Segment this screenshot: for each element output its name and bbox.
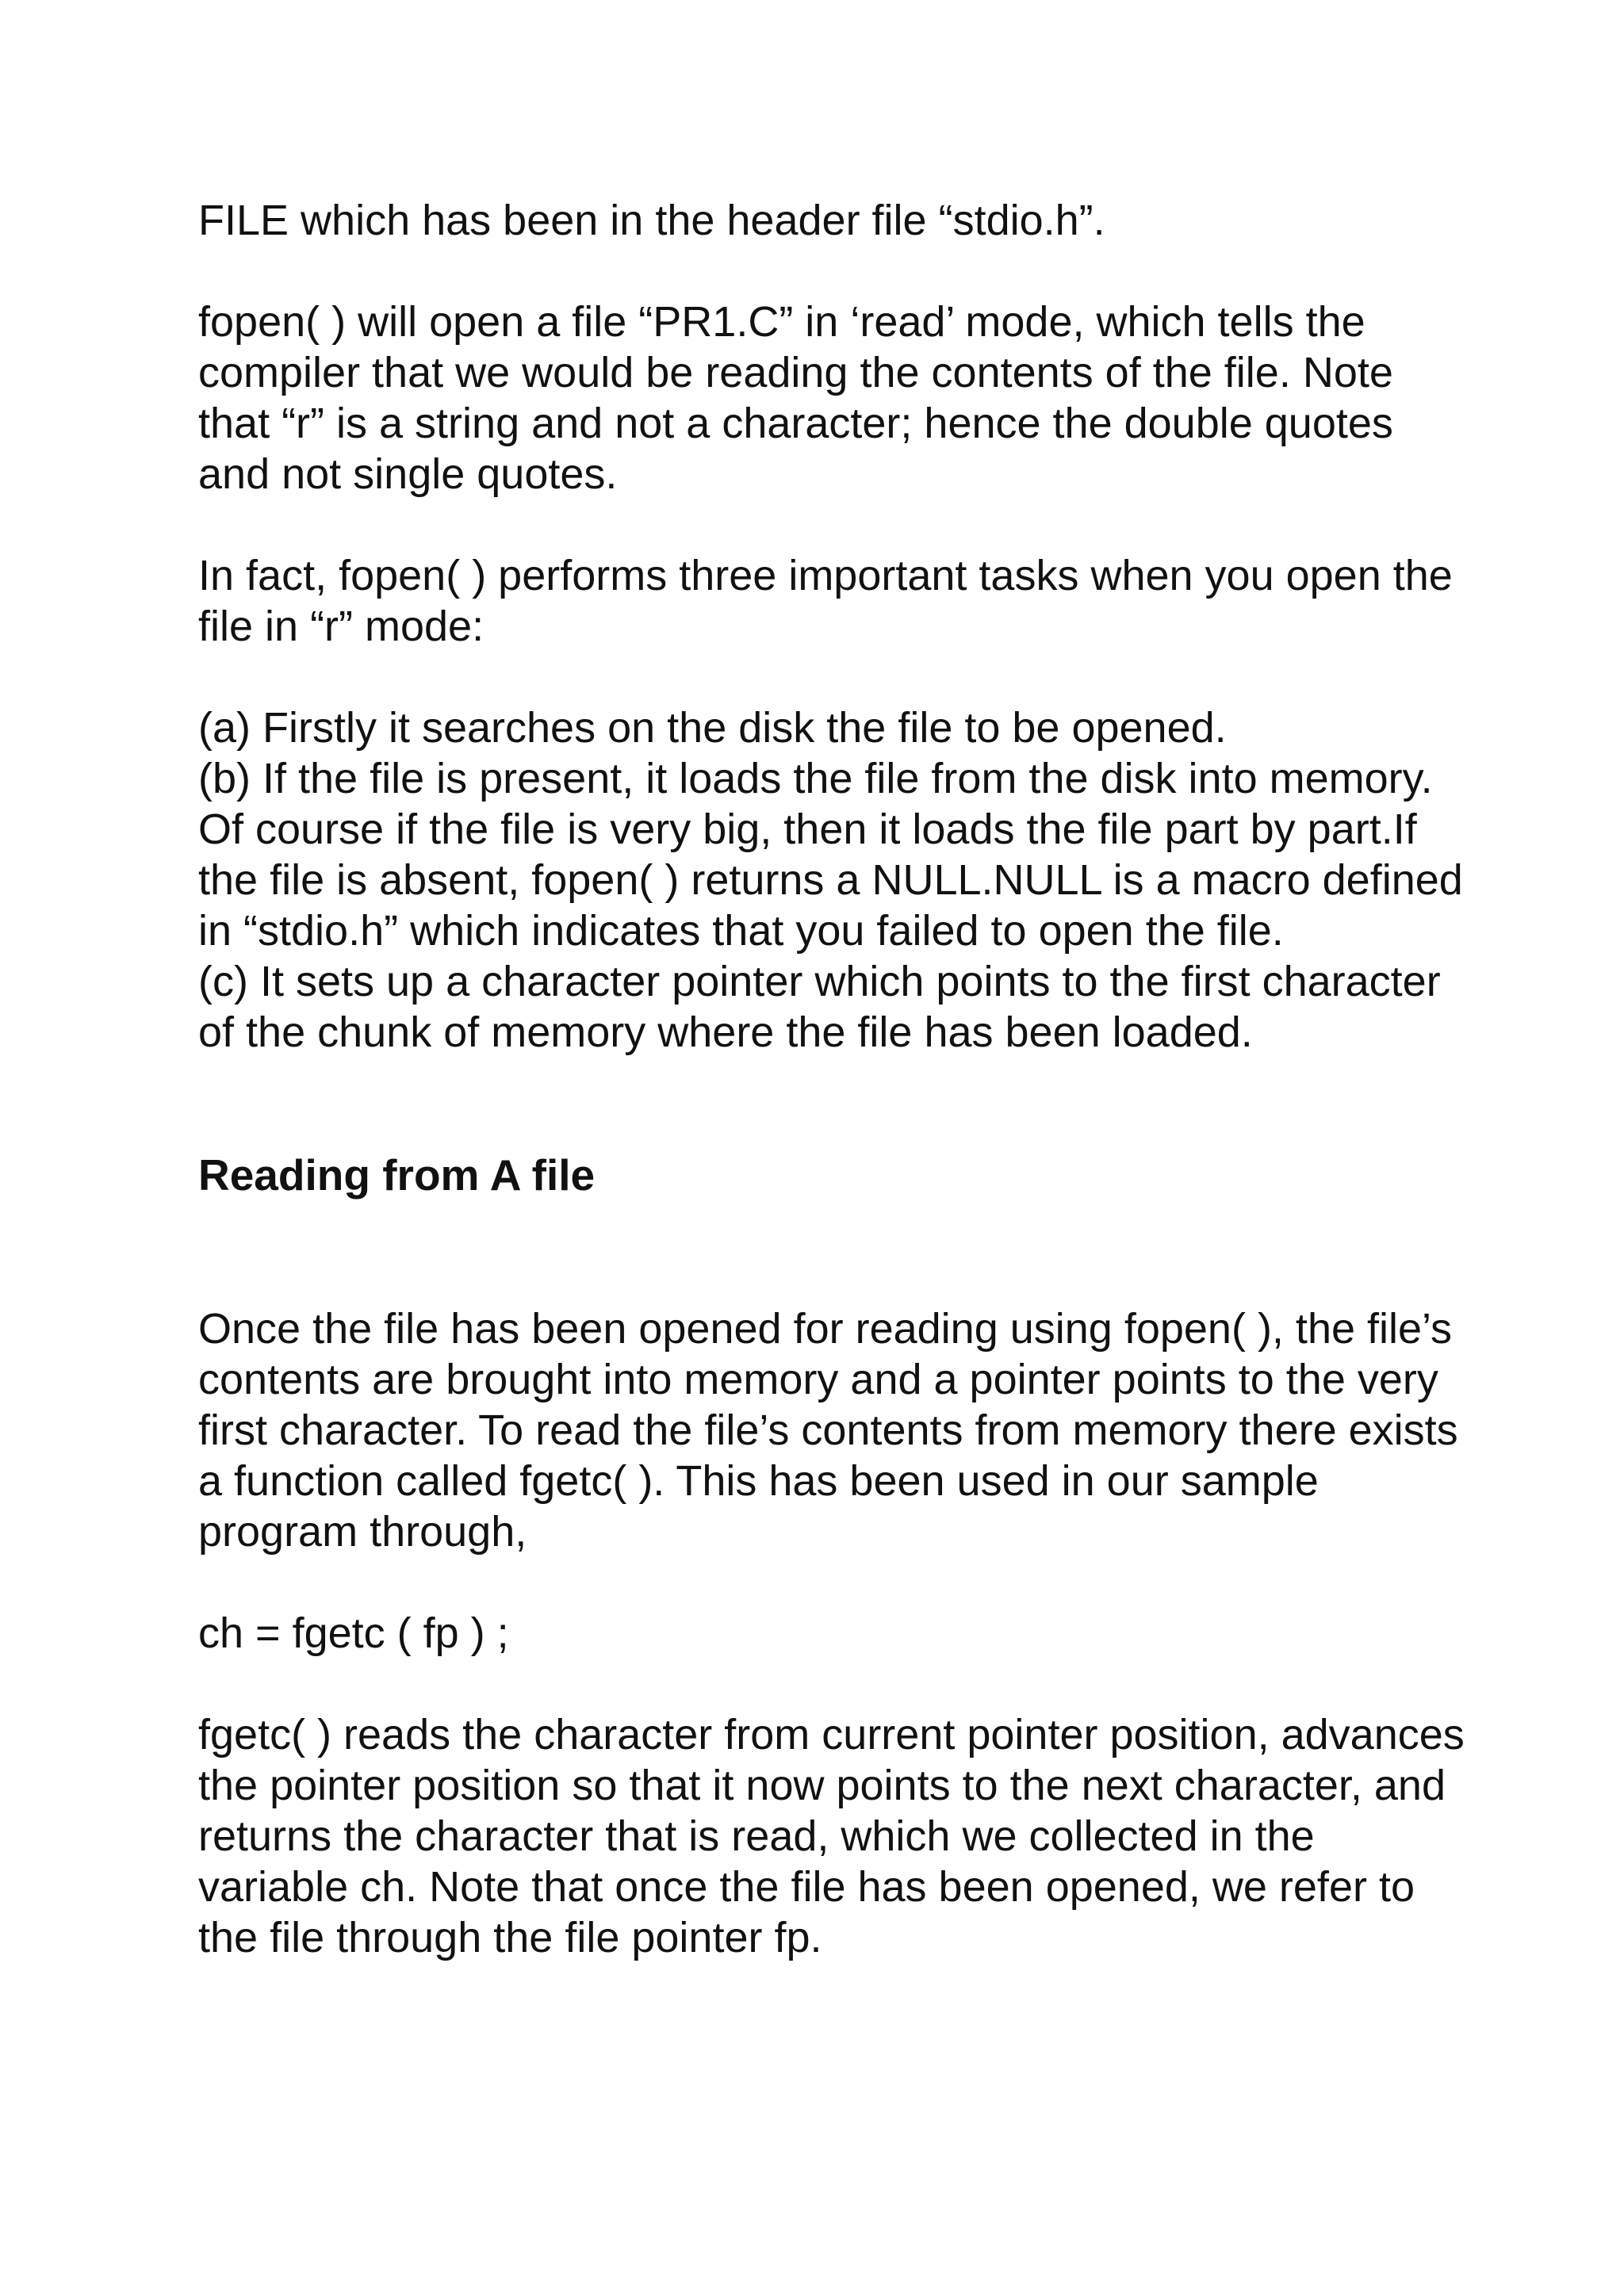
paragraph-fopen-tasks-intro: In fact, fopen( ) performs three important tasks when you open the file in “r” mode:: [198, 552, 1453, 650]
paragraph-reading-intro: Once the file has been opened for reading using fopen( ), the file’s contents are brought into memory and a pointer points to the very first character. To read the file’s contents from memory there exists a function called fgetc( ). This has been used in our sample program through,: [198, 1305, 1458, 1556]
section-heading-reading-file: Reading from A file: [198, 1150, 596, 1200]
paragraph-file-header: FILE which has been in the header file “stdio.h”.: [198, 197, 1105, 244]
task-list-item-b: (b) If the file is present, it loads the file from the disk into memory. Of course if the file is very big, then it loads the file part by part.If the file is absent, fopen( ) returns a NULL.NULL is a macro defined in “stdio.h” which indicates that you failed to open the file.: [198, 755, 1463, 955]
document-body: [198, 195, 1467, 1963]
code-line-fgetc: ch = fgetc ( fp ) ;: [198, 1609, 509, 1657]
task-list-item-a: (a) Firstly it searches on the disk the file to be opened.: [198, 704, 1227, 752]
task-list-item-c: (c) It sets up a character pointer which points to the first character of the chunk of memory where the file has been loaded.: [198, 958, 1441, 1056]
paragraph-fopen-read-mode: fopen( ) will open a file “PR1.C” in ‘read’ mode, which tells the compiler that we would be reading the contents of the file. Note that “r” is a string and not a character; hence the double quotes and not single quotes.: [198, 298, 1393, 498]
paragraph-fgetc-explanation: fgetc( ) reads the character from current pointer position, advances the pointer position so that it now points to the next character, and returns the character that is read, which we collected in the variable ch. Note that once the file has been opened, we refer to the file through the file pointer fp.: [198, 1711, 1465, 1961]
task-list: [198, 702, 1467, 1058]
